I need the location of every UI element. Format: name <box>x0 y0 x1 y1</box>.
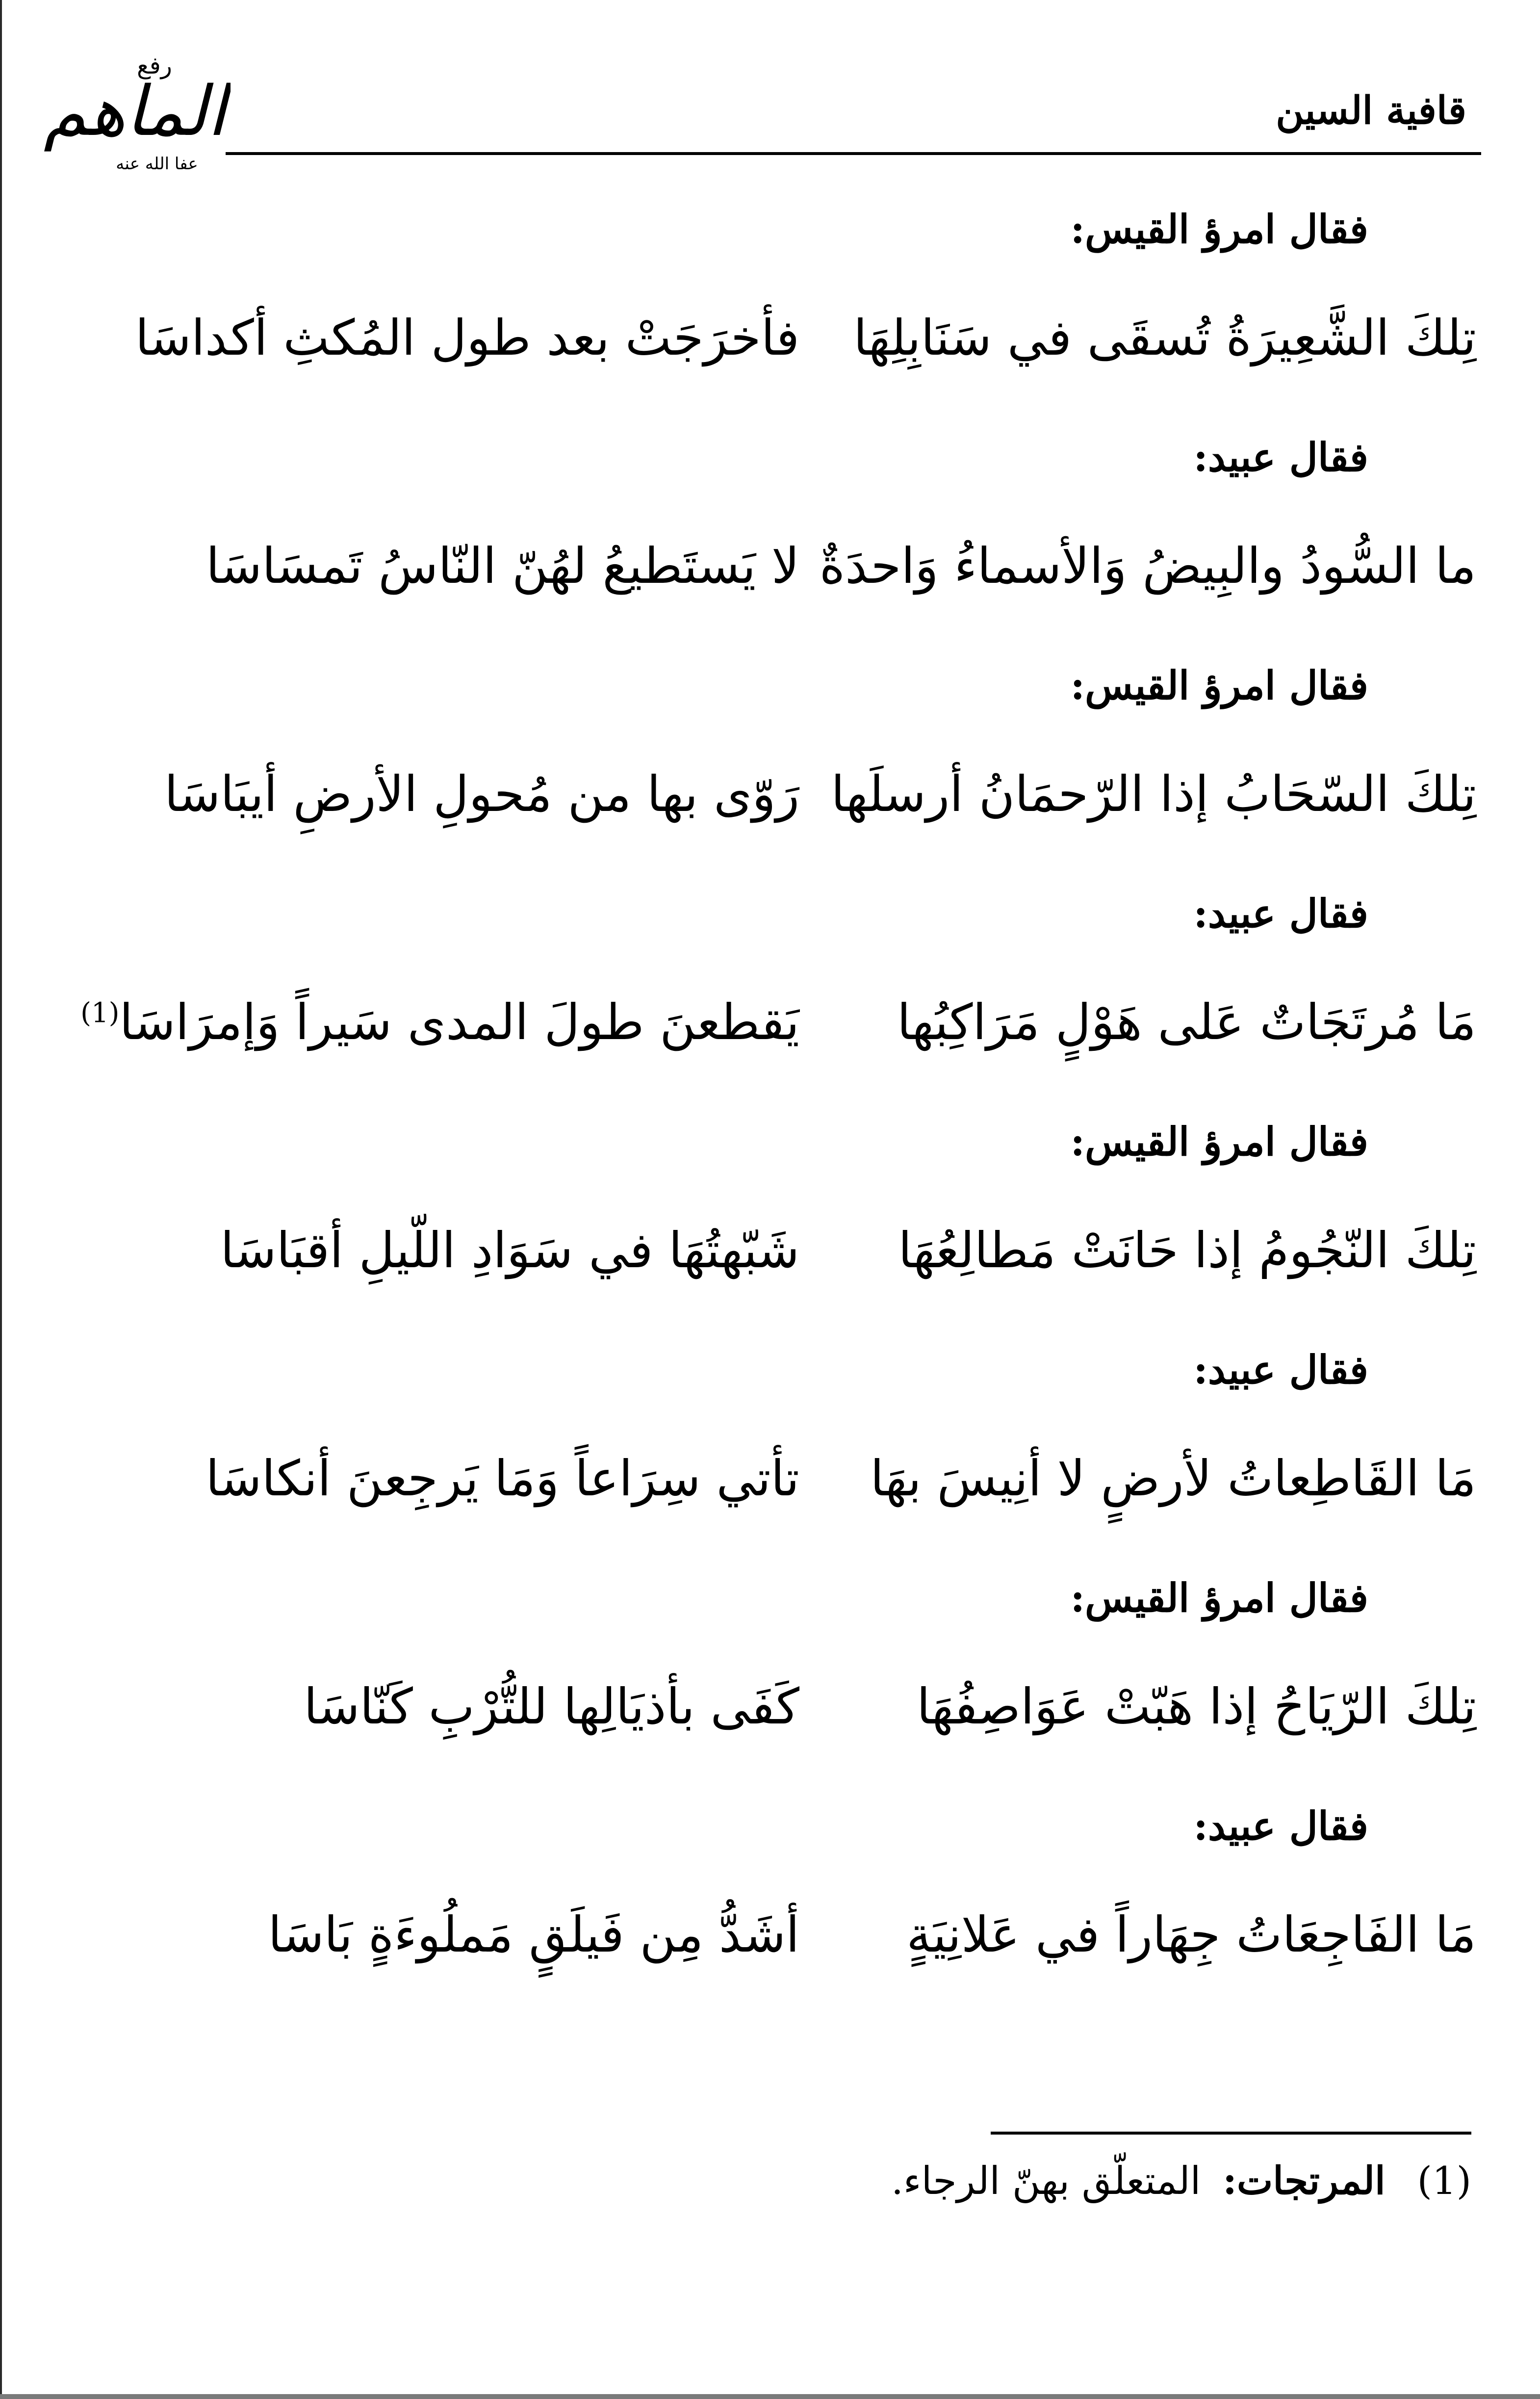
verse-right-hemistich: تِلكَ الشَّعِيرَةُ تُسقَى في سَنَابِلِهَا <box>853 309 1476 366</box>
speaker-label: فقال عبيد: <box>1193 1803 1368 1849</box>
verse-left-hemistich: رَوّى بها من مُحولِ الأرضِ أيبَاسَا <box>164 765 799 823</box>
verse-right-hemistich: ما السُّودُ والبِيضُ وَالأسماءُ وَاحدَةٌ <box>819 537 1476 595</box>
verse-right-hemistich: تِلكَ السّحَابُ إذا الرّحمَانُ أرسلَها <box>831 765 1476 823</box>
page-edge-left <box>0 0 2 2399</box>
verse-left-hemistich: يَقطعنَ طولَ المدى سَيراً وَإمرَاسَا <box>119 993 799 1051</box>
verse-right-hemistich: مَا مُرتَجَاتٌ عَلى هَوْلٍ مَرَاكِبُها <box>897 993 1476 1051</box>
verse-left-hemistich: أشَدُّ مِن فَيلَقٍ مَملُوءَةٍ بَاسَا <box>268 1906 799 1963</box>
footnote-term: المرتجات: <box>1223 2159 1386 2203</box>
header-rule <box>226 152 1481 155</box>
speaker-label: فقال عبيد: <box>1193 434 1368 480</box>
page-edge-bottom <box>0 2394 1540 2399</box>
verse-left-hemistich: فأخرَجَتْ بعد طول المُكثِ أكداسَا <box>135 309 799 366</box>
verse-left-hemistich: تأتي سِرَاعاً وَمَا يَرجِعنَ أنكاسَا <box>205 1450 799 1507</box>
footnote-text: المتعلّق بهنّ الرجاء. <box>891 2159 1201 2203</box>
footnote <box>891 2159 1471 2203</box>
verse-left-hemistich: لا يَستَطيعُ لهُنّ النّاسُ تَمسَاسَا <box>205 537 799 595</box>
verse-right-hemistich: مَا القَاطِعاتُ لأرضٍ لا أنِيسَ بهَا <box>870 1450 1476 1507</box>
logo-small-bottom: عفا الله عنه <box>116 154 198 174</box>
verse-right-hemistich: تِلكَ الرّيَاحُ إذا هَبّتْ عَوَاصِفُهَا <box>916 1678 1476 1735</box>
verse-left-hemistich-with-note <box>80 993 799 1051</box>
verse-right-hemistich: مَا الفَاجِعَاتُ جِهَاراً في عَلانِيَةٍ <box>906 1906 1476 1963</box>
verse-left-hemistich: شَبّهتُهَا في سَوَادِ اللّيلِ أقبَاسَا <box>220 1222 799 1279</box>
logo-main: الماهم <box>43 72 227 152</box>
speaker-label: فقال امرؤ القيس: <box>1070 1119 1368 1165</box>
page-header-title: قافية السين <box>1276 88 1466 133</box>
footnote-reference-mark: (1) <box>80 997 120 1029</box>
footnote-number: (1) <box>1417 2159 1471 2203</box>
speaker-label: فقال امرؤ القيس: <box>1070 662 1368 708</box>
calligraphy-logo <box>39 39 231 186</box>
speaker-label: فقال عبيد: <box>1193 890 1368 937</box>
logo-small-top: رفع <box>137 52 172 79</box>
speaker-label: فقال امرؤ القيس: <box>1070 206 1368 252</box>
speaker-label: فقال امرؤ القيس: <box>1070 1575 1368 1621</box>
verse-left-hemistich: كَفَى بأذيَالِها للتُّرْبِ كَنّاسَا <box>304 1678 799 1735</box>
verse-right-hemistich: تِلكَ النّجُومُ إذا حَانَتْ مَطالِعُهَا <box>898 1222 1476 1279</box>
footnote-rule <box>991 2132 1471 2135</box>
speaker-label: فقال عبيد: <box>1193 1347 1368 1393</box>
